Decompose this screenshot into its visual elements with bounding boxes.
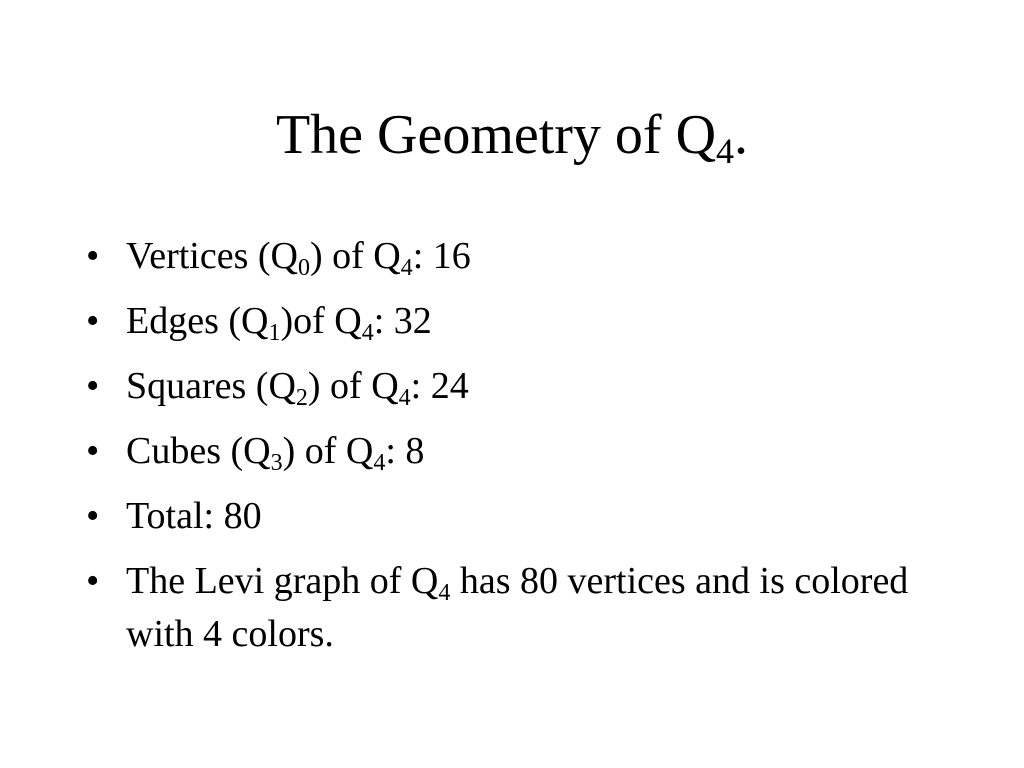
- slide-title-tail: .: [734, 104, 749, 166]
- slide-title-subscript: 4: [716, 131, 735, 171]
- subscript: 4: [398, 385, 411, 411]
- bullet-text: [126, 560, 908, 655]
- slide-title: [0, 102, 1024, 171]
- text-run: The Levi graph of Q: [126, 560, 439, 602]
- bullet-text: [126, 430, 425, 476]
- text-run: Squares (Q: [126, 365, 296, 407]
- subscript: 1: [268, 320, 281, 346]
- bullet-list: [86, 230, 946, 673]
- subscript: 4: [361, 320, 374, 346]
- bullet-marker: •: [86, 235, 100, 277]
- text-run: )of Q: [280, 300, 362, 342]
- text-run: : 16: [412, 235, 471, 277]
- subscript: 2: [295, 385, 308, 411]
- bullet-text: [126, 495, 262, 537]
- bullet-text: [126, 235, 471, 281]
- text-run: ) of Q: [309, 235, 401, 277]
- bullet-item: [86, 230, 946, 283]
- subscript: 0: [297, 255, 310, 281]
- text-run: Total: 80: [126, 495, 262, 537]
- bullet-text: [126, 300, 432, 346]
- bullet-item: [86, 555, 926, 661]
- subscript: 4: [400, 255, 413, 281]
- text-run: ) of Q: [282, 430, 374, 472]
- slide-title-main: The Geometry of Q: [275, 104, 717, 166]
- bullet-marker: •: [86, 430, 100, 472]
- bullet-item: [86, 425, 946, 478]
- subscript: 4: [438, 580, 451, 606]
- subscript: 3: [270, 450, 283, 476]
- bullet-item: [86, 360, 946, 413]
- bullet-text: [126, 365, 469, 411]
- text-run: Edges (Q: [126, 300, 269, 342]
- text-run: Cubes (Q: [126, 430, 271, 472]
- bullet-marker: •: [86, 560, 100, 602]
- text-run: : 24: [410, 365, 469, 407]
- bullet-marker: •: [86, 300, 100, 342]
- bullet-marker: •: [86, 365, 100, 407]
- text-run: ) of Q: [307, 365, 399, 407]
- bullet-marker: •: [86, 495, 100, 537]
- bullet-item: [86, 490, 946, 543]
- text-run: has 80 vertices and is colored with 4 colors.: [126, 560, 909, 655]
- bullet-item: [86, 295, 946, 348]
- subscript: 4: [373, 450, 386, 476]
- text-run: : 8: [385, 430, 425, 472]
- text-run: Vertices (Q: [126, 235, 298, 277]
- text-run: : 32: [373, 300, 432, 342]
